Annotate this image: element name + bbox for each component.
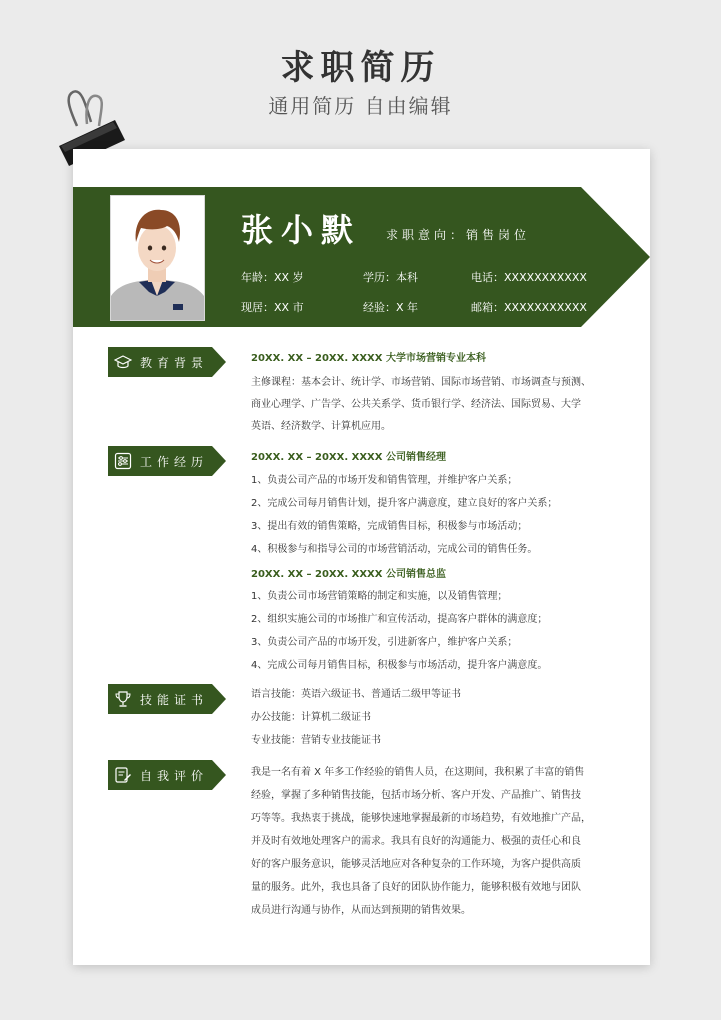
info-education: 学历：本科 — [363, 271, 418, 284]
job-duty: 2、完成公司每月销售计划，提升客户满意度，建立良好的客户关系； — [251, 498, 558, 509]
job-duty: 4、完成公司每月销售目标，积极参与市场活动，提升客户满意度。 — [251, 660, 548, 671]
education-course-line: 英语、经济数学、计算机应用。 — [251, 421, 391, 432]
section-header-education — [108, 347, 226, 377]
job-duty: 1、负责公司市场营销策略的制定和实施，以及销售管理； — [251, 591, 508, 602]
job-position: 销售总监 — [405, 569, 446, 580]
education-course-line: 商业心理学、广告学、公共关系学、货币银行学、经济法、国际贸易、大学 — [251, 399, 581, 410]
skill-item: 专业技能：营销专业技能证书 — [251, 735, 381, 746]
job-row — [251, 448, 446, 463]
job-duty: 3、提出有效的销售策略，完成销售目标，积极参与市场活动； — [251, 521, 528, 532]
self-eval-line: 好的客户服务意识，能够灵活地应对各种复杂的工作环境，为客户提供高质 — [251, 859, 581, 870]
job-period: 20XX. XX – 20XX. XX — [251, 452, 368, 463]
info-residence: 现居：XX 市 — [241, 301, 304, 314]
education-period: 20XX. XX – 20XX. XX — [251, 353, 368, 364]
section-header-skills — [108, 684, 226, 714]
education-school: XX 大学 — [367, 353, 406, 364]
sliders-icon — [114, 452, 132, 470]
section-title-education: 教育背景 — [140, 356, 209, 370]
education-major: 市场营销专业 — [405, 353, 466, 364]
graduation-cap-icon — [114, 353, 132, 371]
job-period: 20XX. XX – 20XX. XX — [251, 569, 368, 580]
profile-photo — [110, 195, 205, 321]
trophy-icon — [114, 690, 132, 708]
resume-sheet — [73, 149, 650, 965]
info-experience: 经验：X 年 — [363, 301, 419, 314]
self-eval-line: 经验，掌握了多种销售技能，包括市场分析、客户开发、产品推广、销售技 — [251, 790, 581, 801]
self-eval-line: 并及时有效地处理客户的需求。我具有良好的沟通能力、极强的责任心和良 — [251, 836, 581, 847]
education-degree: 本科 — [465, 353, 486, 364]
job-row — [251, 565, 446, 580]
education-course-line: 主修课程：基本会计、统计学、市场营销、国际市场营销、市场调查与预测、 — [251, 377, 591, 388]
skill-item: 语言技能：英语六级证书、普通话二级甲等证书 — [251, 689, 461, 700]
job-intent: 求职意向：销售岗位 — [386, 228, 531, 242]
info-age: 年龄：XX 岁 — [241, 271, 304, 284]
self-eval-line: 巧等等。我热衷于挑战，能够快速地掌握最新的市场趋势，有效地推广产品， — [251, 813, 591, 824]
education-row — [251, 349, 486, 364]
self-eval-line: 成员进行沟通与协作，从而达到预期的销售效果。 — [251, 905, 471, 916]
section-title-self-eval: 自我评价 — [140, 769, 209, 783]
document-edit-icon — [114, 766, 132, 784]
job-duty: 3、负责公司产品的市场开发，引进新客户，维护客户关系； — [251, 637, 518, 648]
job-position: 销售经理 — [405, 452, 446, 463]
section-title-work: 工作经历 — [140, 455, 209, 469]
section-title-skills: 技能证书 — [140, 693, 209, 707]
page-subtitle: 通用简历 自由编辑 — [268, 94, 453, 118]
job-company: XX 公司 — [367, 569, 406, 580]
section-header-self-eval — [108, 760, 226, 790]
info-email: 邮箱：XXXXXXXXXXX — [471, 301, 587, 314]
section-header-work — [108, 446, 226, 476]
job-duty: 2、组织实施公司的市场推广和宣传活动，提高客户群体的满意度； — [251, 614, 548, 625]
candidate-name: 张小默 — [241, 211, 362, 249]
page-title: 求职简历 — [280, 48, 441, 88]
self-eval-line: 我是一名有着 X 年多工作经验的销售人员，在这期间，我积累了丰富的销售 — [251, 767, 585, 778]
skill-item: 办公技能：计算机二级证书 — [251, 712, 371, 723]
job-duty: 4、积极参与和指导公司的市场营销活动，完成公司的销售任务。 — [251, 544, 538, 555]
self-eval-line: 量的服务。此外，我也具备了良好的团队协作能力，能够积极有效地与团队 — [251, 882, 581, 893]
job-company: XX 公司 — [367, 452, 406, 463]
job-duty: 1、负责公司产品的市场开发和销售管理，并维护客户关系； — [251, 475, 518, 486]
info-phone: 电话：XXXXXXXXXXX — [471, 271, 587, 284]
